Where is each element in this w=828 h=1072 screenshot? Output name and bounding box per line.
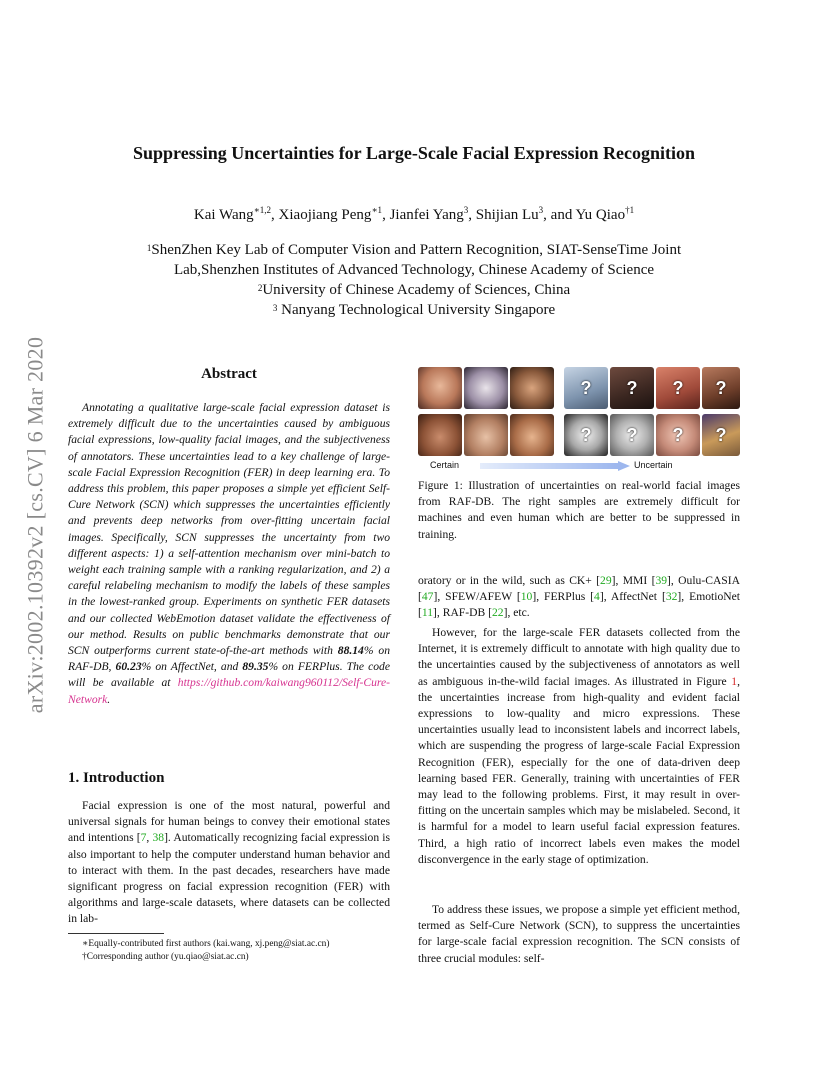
abstract-body [68,400,390,708]
affiliation-text: University of Chinese Academy of Sciences, China [262,282,571,298]
uncertain-label: Uncertain [634,460,673,470]
abstract-heading: Abstract [201,366,257,382]
author-name: Yu Qiao [575,207,626,223]
paragraph-text: ], RAF-DB [ [433,606,492,620]
author-separator: , [468,207,476,223]
certain-label: Certain [430,460,460,470]
affiliation-text: ShenZhen Key Lab of Computer Vision and Pattern Recognition, SIAT-SenseTime Joint [151,242,682,258]
abstract-text: Annotating a qualitative large-scale facial expression dataset is extremely difficult due to the uncertainties caused by ambiguous facial expressions, low-quality facial images, and the subjectiveness of annotators. These uncertainties lead to a key challenge of large-scale Facial Expression Recognition (FER) in deep learning era. To address this problem, this paper proposes a simple yet efficient Self-Cure Network (SCN) which suppresses the uncertainties efficiently and prevents deep networks from over-fitting uncertain facial images. Specifically, SCN suppresses the uncertainty from two different aspects: 1) a self-attention mechanism over mini-batch to weight each training sample with a ranking regularization, and 2) a careful relabeling mechanism to modify the labels of these samples in the lowest-ranked group. Experiments on synthetic FER datasets and our collected WebEmotion dataset validate the effectiveness of our method. Results on public benchmarks demonstrate that our SCN outperforms current state-of-the-art methods with [68,401,390,658]
face-image [702,367,740,409]
face-image [610,367,654,409]
affiliation-block [80,240,748,320]
question-mark-icon: ? [672,424,684,445]
citation-link[interactable]: 7 [140,831,147,845]
paper-title: Suppressing Uncertainties for Large-Scale Facial Expression Recognition [133,143,695,163]
face-image [564,367,608,409]
question-mark-icon: ? [580,424,592,445]
face-image [510,414,554,456]
affiliation-text: Nanyang Technological University Singapore [277,302,556,318]
question-mark-icon: ? [715,377,727,398]
affiliation-mark: 3 [272,303,278,313]
paragraph-text: , the uncertainties increase from high-quality and evident facial expressions to low-quality and micro expressions. These uncertainties usually lead to inconsistent labels and incorrect labels, which are suspending the progress of large-scale Facial Expression Recognition (FER), especially for the one of data-driven deep learning based FER. Generally, training with uncertainties of FER may lead to the following problems. First, it may result in over-fitting on the uncertain samples which may be mislabeled. Second, it is harmful for a model to learn useful facial expression features. Third, a high ratio of incorrect labels even makes the model disconvergence in the early stage of optimization. [418,674,740,866]
arxiv-sidebar [18,290,52,760]
arxiv-identifier: arXiv:2002.10392v2 [cs.CV] 6 Mar 2020 [22,336,47,714]
author-name: Kai Wang [193,207,254,223]
citation-link[interactable]: 4 [594,590,600,604]
code-link[interactable]: https://github.com/kaiwang960112/Self-Cure-Network [68,676,390,706]
paragraph-text: ], MMI [ [611,574,656,587]
question-mark-icon: ? [580,377,592,398]
author-affiliation-mark: ∗1,2 [253,205,272,215]
question-mark-icon: ? [626,424,638,445]
footnote-mark: † [82,952,87,962]
face-image [702,414,740,456]
author-affiliation-mark: 3 [538,205,544,215]
paragraph-text: ], SFEW/AFEW [ [433,590,521,604]
figure-caption: Figure 1: Illustration of uncertainties on real-world facial images from RAF-DB. The right samples are extremely difficult for machines and even human which are better to be suppressed in training. [418,479,740,541]
paragraph-text: ], Oulu-CASIA [ [418,574,740,604]
paragraph-text: Facial expression is one of the most natural, powerful and universal signals for human beings to convey their emotional states and intentions [ [68,799,390,845]
abstract-result-affectnet: 60.23 [115,660,142,674]
face-image [510,367,554,409]
abstract-result-ferplus: 89.35 [242,660,269,674]
author-separator: , [271,207,279,223]
affiliation-text: Lab,Shenzhen Institutes of Advanced Technology, Chinese Academy of Science [173,262,655,278]
author-affiliation-mark: †1 [625,205,635,215]
footnote-divider [68,933,164,934]
question-mark-icon: ? [626,377,638,398]
question-mark-icon: ? [672,377,684,398]
citation-link[interactable]: 10 [520,590,533,604]
affiliation-line [80,260,748,280]
footnote-text: Corresponding author (yu.qiao@siat.ac.cn) [86,952,249,962]
paragraph-text: ], FERPlus [ [532,590,595,604]
paragraph-text: ], AffectNet [ [599,590,666,604]
figure-uncertainty-examples [418,367,740,473]
citation-link[interactable]: 32 [665,590,678,604]
method-paragraph: To address these issues, we propose a simple yet efficient method, termed as Self-Cure Network (SCN), to suppress the uncertainties for large-scale facial expression recognition. The SCN consists of three crucial modules: self- [418,903,740,965]
affiliation-line [80,240,748,260]
uncertainty-paragraph [418,625,740,868]
footnote-mark: ∗ [82,939,89,949]
author-affiliation-mark: 3 [463,205,469,215]
paragraph-text: oratory or in the wild, such as CK+ [ [418,574,601,587]
face-image [610,414,654,456]
introduction-heading: 1. Introduction [68,770,165,786]
footnote [68,951,398,964]
abstract-text: % on RAF-DB, [68,644,390,674]
face-image [464,367,508,409]
face-image [418,367,462,409]
affiliation-mark: 1 [146,243,152,253]
face-image [418,414,462,456]
author-name: Shijian Lu [475,207,539,223]
paragraph-text: , [146,831,153,845]
uncertainty-arrow-icon [480,461,630,471]
author-separator: , [382,207,390,223]
dataset-paragraph [418,573,740,622]
footnote [68,938,398,951]
paragraph-text: ], EmotioNet [ [418,590,740,620]
citation-link[interactable]: 22 [491,606,504,620]
affiliation-line [80,280,748,300]
figure-reference-link[interactable]: 1 [731,674,738,688]
affiliation-line [80,300,748,320]
paragraph-text: ], etc. [503,606,530,620]
citation-link[interactable]: 47 [421,590,434,604]
author-list [60,207,768,224]
author-affiliation-mark: ∗1 [371,205,383,215]
uncertainty-scale [430,460,688,472]
abstract-text: % on AffectNet, and [141,660,243,674]
author-name: Jianfei Yang [389,207,464,223]
paragraph-text: However, for the large-scale FER datasets collected from the Internet, it is extremely difficult to annotate with high quality due to the uncertainties caused by the subjectiveness of annotators as well as ambiguous in-the-wild facial images. As illustrated in Figure [418,626,740,688]
face-image [656,367,700,409]
question-mark-icon: ? [715,424,727,445]
face-image [464,414,508,456]
affiliation-mark: 2 [257,283,263,293]
abstract-text: . [107,692,111,706]
face-image [656,414,700,456]
footnote-text: Equally-contributed first authors (kai.wang, xj.peng@siat.ac.cn) [88,939,330,949]
author-separator: , and [543,207,576,223]
abstract-text: % on FERPlus. The code will be available at [68,660,390,690]
introduction-paragraph [68,798,390,928]
paragraph-text: ]. Automatically recognizing facial expression is also important to help the computer understand human behavior and to interact with them. In the past decades, researchers have made significant progress on facial expression recognition (FER) with algorithms and large-scale datasets, where datasets can be collected in lab- [68,831,390,926]
citation-link[interactable]: 39 [655,574,668,587]
citation-link[interactable]: 29 [600,574,612,587]
face-image [564,414,608,456]
abstract-result-rafdb: 88.14 [337,644,364,658]
citation-link[interactable]: 11 [421,606,434,620]
citation-link[interactable]: 38 [152,831,165,845]
author-name: Xiaojiang Peng [278,207,372,223]
